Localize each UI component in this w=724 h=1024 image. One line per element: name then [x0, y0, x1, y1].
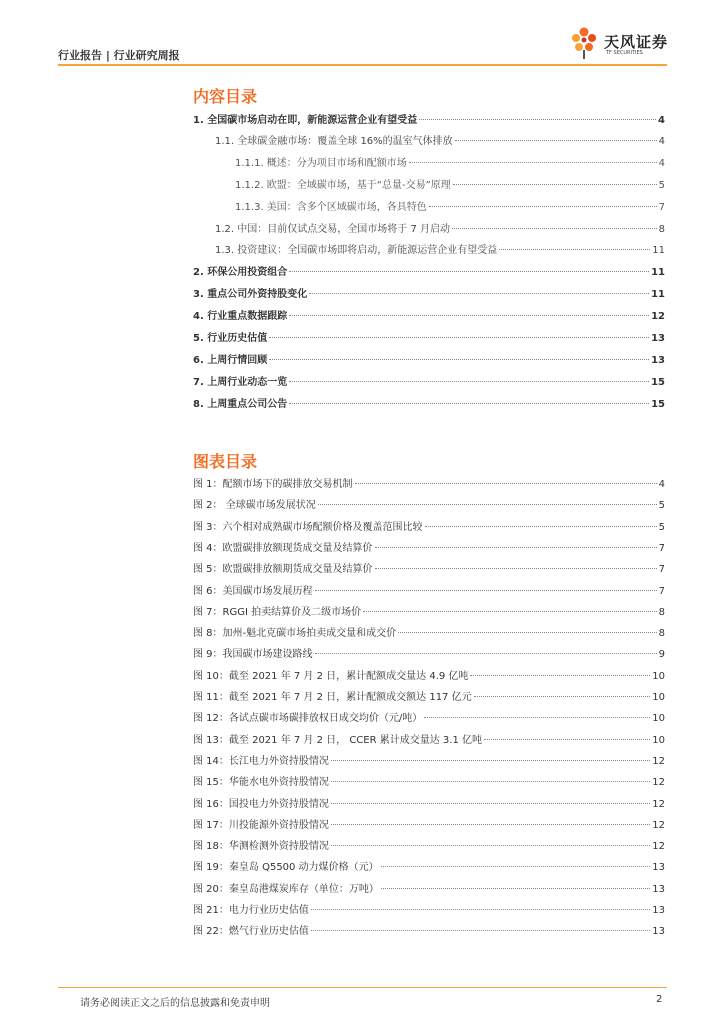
toc-entry-page: 15 — [651, 399, 665, 410]
header-divider — [58, 64, 667, 66]
dot-leader — [424, 717, 650, 718]
toc-entry-label: 2. 环保公用投资组合 — [193, 267, 288, 278]
dot-leader — [315, 590, 657, 591]
figure-entry[interactable] — [193, 563, 665, 577]
figure-entry[interactable] — [193, 734, 665, 748]
logo-subtitle: TF SECURITIES — [606, 50, 643, 56]
figure-entry-page: 10 — [652, 734, 665, 746]
toc-entry-label: 3. 重点公司外资持股变化 — [193, 289, 308, 300]
dot-leader — [311, 930, 650, 931]
figure-entry-label: 图 12：各试点碳市场碳排放权日成交均价（元/吨） — [193, 713, 423, 725]
toc-entry-label: 4. 行业重点数据跟踪 — [193, 311, 288, 322]
dot-leader — [474, 696, 651, 697]
toc-entry[interactable] — [215, 135, 665, 149]
figure-entry[interactable] — [193, 521, 665, 535]
toc-entry-label: 1.1.1. 概述：分为项目市场和配额市场 — [235, 158, 407, 169]
figure-entry[interactable] — [193, 478, 665, 492]
figure-entry-label: 图 2： 全球碳市场发展状况 — [193, 500, 316, 512]
dot-leader — [289, 315, 649, 316]
toc-entry-page: 11 — [651, 267, 665, 278]
toc-entry[interactable] — [193, 266, 665, 280]
figure-entry-page: 10 — [652, 692, 665, 703]
figure-entry[interactable] — [193, 776, 665, 790]
figure-entry[interactable] — [193, 861, 665, 875]
toc-entry-page: 15 — [651, 377, 665, 388]
figure-entry-page: 12 — [652, 841, 665, 853]
toc-entry-label: 6. 上周行情回顾 — [193, 355, 268, 366]
figure-entry-label: 图 1：配额市场下的碳排放交易机制 — [193, 479, 353, 490]
figure-entry-label: 图 9：我国碳市场建设路线 — [193, 649, 313, 661]
figure-entry[interactable] — [193, 648, 665, 662]
dot-leader — [309, 293, 649, 294]
figure-entry-label: 图 6：美国碳市场发展历程 — [193, 585, 313, 597]
figure-entry[interactable] — [193, 819, 665, 833]
figure-entry-label: 图 11：截至 2021 年 7 月 2 日，累计配额成交额达 117 亿元 — [193, 692, 472, 703]
figure-entry-page: 13 — [652, 862, 665, 874]
figure-entry-label: 图 14：长江电力外资持股情况 — [193, 755, 329, 767]
figure-entry-label: 图 5：欧盟碳排放额期货成交量及结算价 — [193, 564, 373, 576]
footer-disclaimer: 请务必阅读正文之后的信息披露和免责申明 — [80, 998, 270, 1009]
figure-entry[interactable] — [193, 627, 665, 641]
figure-entry-label: 图 18：华测检测外资持股情况 — [193, 841, 329, 853]
toc-entry[interactable] — [193, 376, 665, 390]
toc-entry-page: 7 — [658, 202, 665, 213]
dot-leader — [331, 845, 650, 846]
figure-entry-label: 图 21：电力行业历史估值 — [193, 905, 309, 916]
logo-name: 天风证券 — [604, 33, 669, 51]
figure-entry-label: 图 3：六个相对成熟碳市场配额价格及覆盖范围比较 — [193, 521, 423, 533]
dot-leader — [318, 504, 657, 505]
figure-entry-page: 7 — [658, 564, 665, 576]
figure-entry-page: 7 — [658, 585, 665, 597]
toc-entry[interactable] — [215, 223, 665, 237]
dot-leader — [289, 271, 649, 272]
figure-entry-page: 7 — [658, 542, 665, 554]
toc-entry-label: 1.1.2. 欧盟：全域碳市场，基于“总量-交易”原理 — [235, 180, 451, 191]
toc-entry-label: 1.1.3. 美国：含多个区域碳市场，各具特色 — [235, 202, 427, 213]
dot-leader — [311, 909, 650, 910]
dot-leader — [269, 359, 649, 360]
figure-entry[interactable] — [193, 712, 665, 726]
figure-entry-page: 13 — [652, 883, 665, 895]
toc-entry-page: 5 — [658, 180, 665, 191]
toc-entry[interactable] — [193, 398, 665, 412]
report-category: 行业报告 | 行业研究周报 — [58, 49, 180, 62]
figure-entry-page: 8 — [658, 606, 665, 618]
dot-leader — [331, 824, 650, 825]
toc-entry-label: 1.1. 全球碳金融市场：覆盖全球 16%的温室气体排放 — [215, 136, 453, 147]
footer-divider — [58, 987, 667, 988]
figure-entry-label: 图 17：川投能源外资持股情况 — [193, 819, 329, 831]
toc-entry-label: 1. 全国碳市场启动在即，新能源运营企业有望受益 — [193, 115, 418, 126]
dot-leader — [499, 249, 650, 250]
dot-leader — [425, 526, 657, 527]
figure-entry-label: 图 7：RGGI 拍卖结算价及二级市场价 — [193, 606, 362, 618]
figure-entry-page: 8 — [658, 628, 665, 640]
toc-entry-page: 13 — [651, 355, 665, 366]
company-logo — [566, 22, 686, 62]
figure-entry[interactable] — [193, 499, 665, 513]
toc-entry[interactable] — [235, 201, 665, 215]
dot-leader — [484, 739, 650, 740]
toc-entry-label: 7. 上周行业动态一览 — [193, 377, 288, 388]
figure-entry-label: 图 4：欧盟碳排放额现货成交量及结算价 — [193, 542, 373, 554]
toc-entry-page: 4 — [658, 115, 665, 126]
figure-entry-page: 10 — [652, 713, 665, 725]
dot-leader — [381, 888, 650, 889]
figure-entry[interactable] — [193, 798, 665, 812]
figure-entry-label: 图 15：华能水电外资持股情况 — [193, 777, 329, 789]
figure-entry-page: 9 — [658, 649, 665, 661]
figure-entry[interactable] — [193, 904, 665, 918]
dot-leader — [289, 403, 649, 404]
figure-entry[interactable] — [193, 925, 665, 939]
dot-leader — [398, 632, 656, 633]
figure-entry-label: 图 16：国投电力外资持股情况 — [193, 798, 329, 810]
toc-entry-label: 1.2. 中国：目前仅试点交易，全国市场将于 7 月启动 — [215, 224, 450, 235]
figure-entry-page: 12 — [652, 755, 665, 767]
dot-leader — [355, 483, 657, 484]
dot-leader — [470, 675, 650, 676]
toc-entry-page: 4 — [658, 136, 665, 147]
figure-entry[interactable] — [193, 883, 665, 897]
figure-entry-page: 13 — [652, 926, 665, 938]
toc-entry-page: 4 — [658, 158, 665, 169]
toc-entry-label: 1.3. 投资建议：全国碳市场即将启动，新能源运营企业有望受益 — [215, 245, 498, 256]
toc-title: 内容目录 — [193, 87, 258, 106]
figure-entry-page: 5 — [658, 500, 665, 512]
figure-entry-page: 12 — [652, 798, 665, 810]
figure-entry[interactable] — [193, 755, 665, 769]
toc-entry[interactable] — [193, 310, 665, 324]
toc-entry-page: 8 — [658, 224, 665, 235]
toc-entry[interactable] — [193, 332, 665, 346]
figure-entry[interactable] — [193, 670, 665, 684]
figure-entry-label: 图 13：截至 2021 年 7 月 2 日， CCER 累计成交量达 3.1 亿吨 — [193, 734, 482, 746]
dot-leader — [289, 381, 649, 382]
toc-entry[interactable] — [215, 244, 665, 258]
dot-leader — [363, 611, 657, 612]
figure-entry[interactable] — [193, 542, 665, 556]
figure-entry[interactable] — [193, 606, 665, 620]
figure-entry-page: 10 — [652, 670, 665, 682]
toc-entry[interactable] — [235, 179, 665, 193]
figure-entry-label: 图 8：加州-魁北克碳市场拍卖成交量和成交价 — [193, 628, 397, 640]
figure-entry[interactable] — [193, 840, 665, 854]
dot-leader — [455, 140, 657, 141]
dot-leader — [375, 547, 657, 548]
toc-entry-page: 11 — [652, 245, 665, 256]
flower-logo-icon — [566, 22, 602, 62]
toc-entry-page: 13 — [651, 333, 665, 344]
page-number: 2 — [656, 994, 663, 1005]
toc-entry[interactable] — [193, 354, 665, 368]
figure-entry-label: 图 10：截至 2021 年 7 月 2 日，累计配额成交量达 4.9 亿吨 — [193, 670, 469, 682]
toc-entry-page: 11 — [651, 289, 665, 300]
dot-leader — [409, 162, 657, 163]
figures-title: 图表目录 — [193, 452, 258, 471]
dot-leader — [331, 803, 650, 804]
figure-entry-page: 4 — [658, 479, 665, 490]
figure-entry-page: 12 — [652, 819, 665, 831]
dot-leader — [269, 337, 649, 338]
figure-entry[interactable] — [193, 585, 665, 599]
toc-entry-page: 12 — [651, 311, 665, 322]
figure-entry-page: 13 — [652, 905, 665, 916]
figure-entry[interactable] — [193, 691, 665, 705]
figure-entry-page: 5 — [658, 521, 665, 533]
toc-entry-label: 5. 行业历史估值 — [193, 333, 268, 344]
figure-entry-label: 图 19：秦皇岛 Q5500 动力煤价格（元） — [193, 862, 379, 874]
dot-leader — [419, 119, 656, 120]
toc-entry[interactable] — [193, 114, 665, 128]
dot-leader — [429, 206, 657, 207]
dot-leader — [375, 568, 657, 569]
dot-leader — [315, 653, 657, 654]
toc-entry[interactable] — [235, 157, 665, 171]
dot-leader — [381, 866, 651, 867]
dot-leader — [331, 760, 650, 761]
figure-entry-label: 图 22：燃气行业历史估值 — [193, 926, 309, 938]
dot-leader — [331, 781, 650, 782]
figure-entry-label: 图 20：秦皇岛港煤炭库存（单位：万吨） — [193, 883, 379, 895]
dot-leader — [452, 228, 657, 229]
figure-entry-page: 12 — [652, 777, 665, 789]
toc-entry-label: 8. 上周重点公司公告 — [193, 399, 288, 410]
toc-entry[interactable] — [193, 288, 665, 302]
dot-leader — [453, 184, 657, 185]
